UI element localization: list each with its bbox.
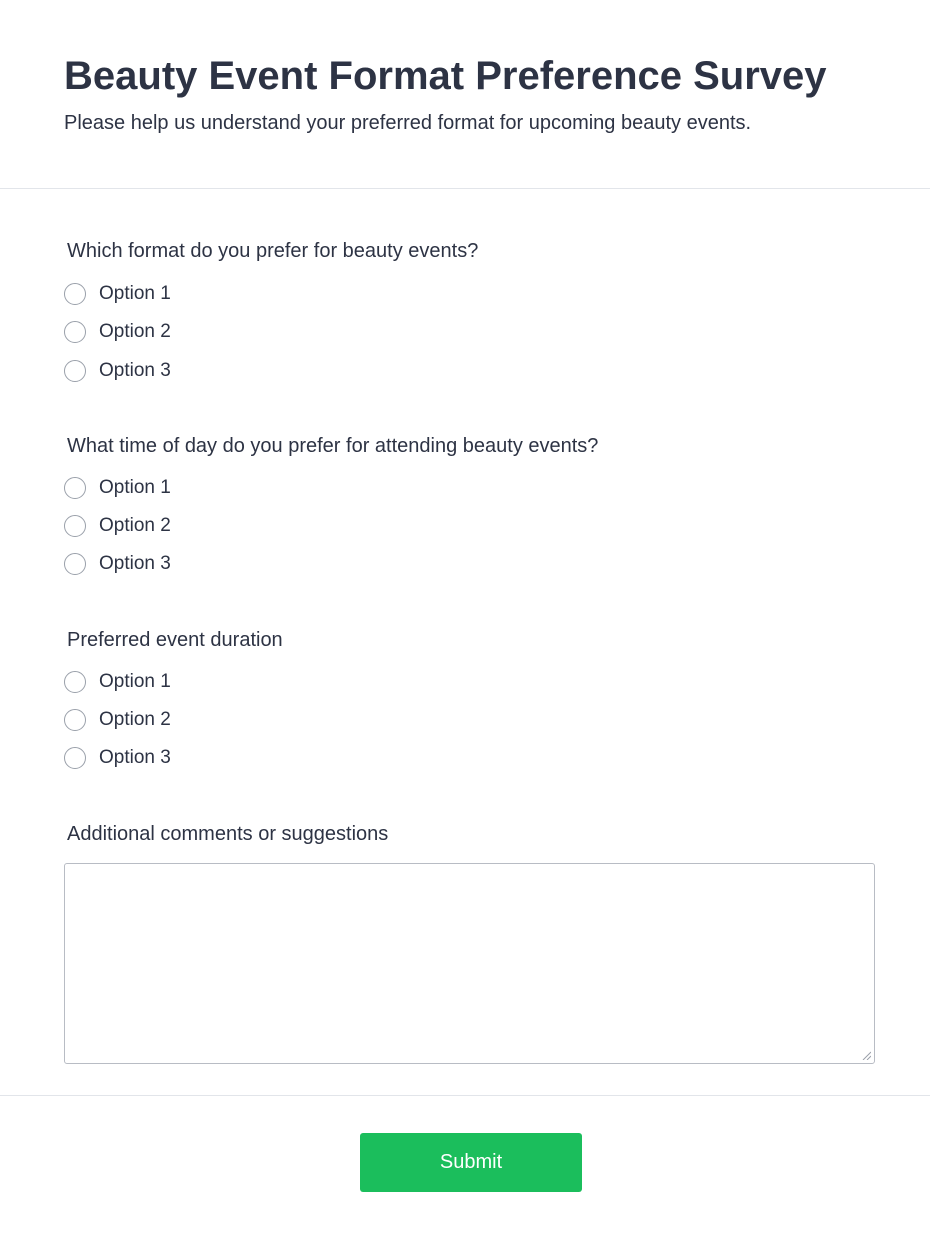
radio-option[interactable] [64, 475, 171, 501]
submit-button[interactable]: Submit [360, 1133, 582, 1192]
radio-button[interactable] [64, 360, 86, 382]
radio-option[interactable] [64, 319, 171, 345]
radio-option-label: Option 1 [99, 477, 171, 498]
radio-option-label: Option 3 [99, 360, 171, 381]
question-label: What time of day do you prefer for attending beauty events? [67, 435, 599, 457]
resize-grip-icon[interactable] [861, 1050, 871, 1060]
radio-button[interactable] [64, 515, 86, 537]
radio-button[interactable] [64, 747, 86, 769]
question-label: Which format do you prefer for beauty events? [67, 240, 479, 262]
radio-option-label: Option 3 [99, 747, 171, 768]
radio-option[interactable] [64, 669, 171, 695]
radio-button[interactable] [64, 671, 86, 693]
radio-button[interactable] [64, 709, 86, 731]
radio-option[interactable] [64, 551, 171, 577]
page-subtitle: Please help us understand your preferred format for upcoming beauty events. [64, 112, 752, 134]
radio-option-label: Option 3 [99, 553, 171, 574]
radio-button[interactable] [64, 477, 86, 499]
page-title: Beauty Event Format Preference Survey [64, 54, 827, 98]
radio-option-label: Option 2 [99, 515, 171, 536]
footer-divider [0, 1095, 930, 1096]
radio-option[interactable] [64, 513, 171, 539]
radio-option-label: Option 1 [99, 671, 171, 692]
radio-option-label: Option 2 [99, 321, 171, 342]
radio-option[interactable] [64, 281, 171, 307]
radio-option[interactable] [64, 707, 171, 733]
radio-button[interactable] [64, 283, 86, 305]
comments-label: Additional comments or suggestions [67, 823, 389, 845]
radio-option[interactable] [64, 358, 171, 384]
question-label: Preferred event duration [67, 629, 283, 651]
radio-button[interactable] [64, 553, 86, 575]
radio-option-label: Option 1 [99, 283, 171, 304]
comments-textarea[interactable] [64, 863, 875, 1064]
radio-button[interactable] [64, 321, 86, 343]
radio-option-label: Option 2 [99, 709, 171, 730]
radio-option[interactable] [64, 745, 171, 771]
survey-header [0, 0, 930, 189]
